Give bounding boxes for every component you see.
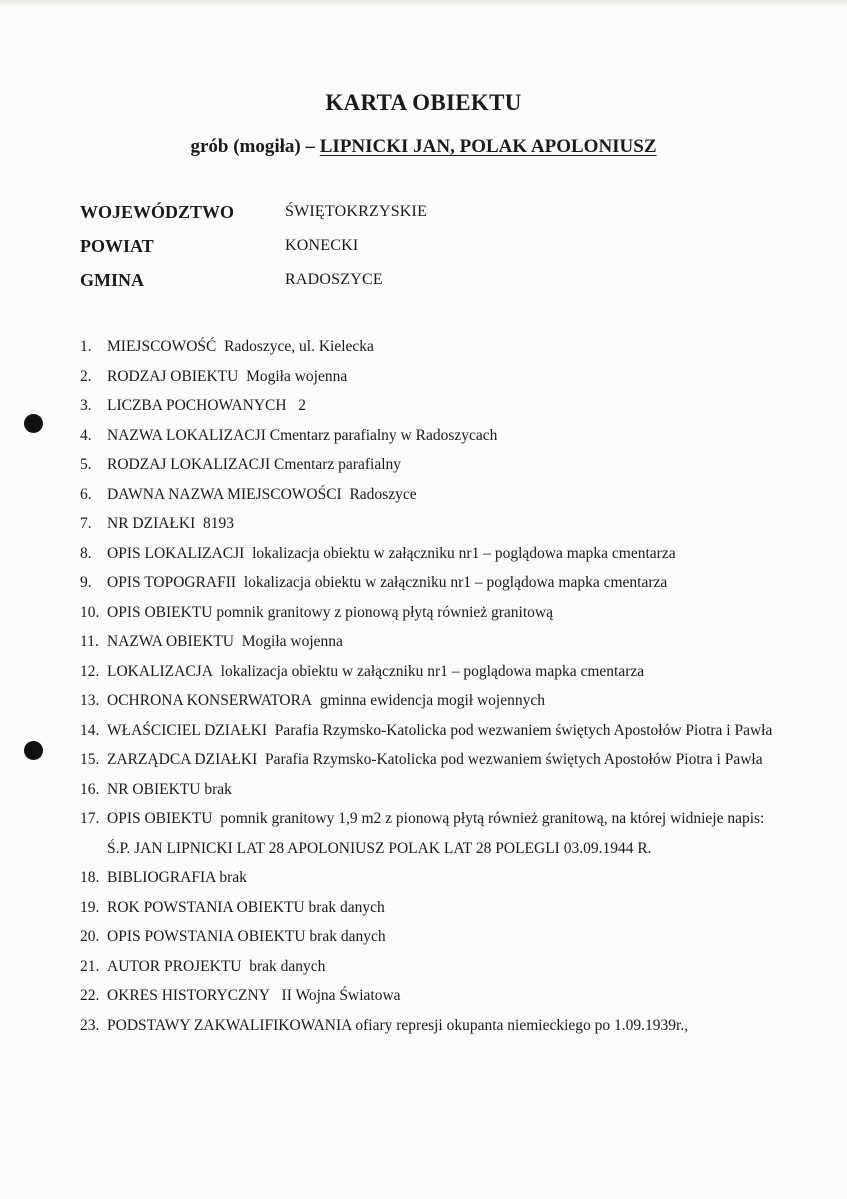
scan-edge-shadow xyxy=(0,0,847,6)
item-value: Parafia Rzymsko-Katolicka pod wezwaniem świętych Apostołów Piotra i Pawła xyxy=(274,721,773,739)
item-number: 3. xyxy=(80,397,92,414)
item-value: II Wojna Światowa xyxy=(281,987,401,1004)
item-number: 14. xyxy=(80,721,100,739)
item-label: ZARZĄDCA DZIAŁKI xyxy=(107,751,258,768)
item-number: 6. xyxy=(80,485,92,503)
list-item xyxy=(80,775,780,805)
item-value: brak xyxy=(204,780,232,798)
admin-label: POWIAT xyxy=(80,236,154,256)
list-item xyxy=(80,421,780,451)
item-label: NR DZIAŁKI xyxy=(107,515,196,532)
item-label: OPIS OBIEKTU xyxy=(107,810,213,827)
admin-label: WOJEWÓDZTWO xyxy=(80,202,235,222)
item-label: OCHRONA KONSERWATORA xyxy=(107,692,313,709)
list-item xyxy=(80,627,780,657)
list-item xyxy=(80,657,780,687)
item-label: ROK POWSTANIA OBIEKTU xyxy=(107,898,305,916)
item-value: brak danych xyxy=(308,898,385,916)
item-label: OPIS POWSTANIA OBIEKTU xyxy=(107,928,306,945)
item-label: OPIS OBIEKTU xyxy=(107,603,213,621)
list-item xyxy=(80,745,780,775)
item-label: RODZAJ LOKALIZACJI xyxy=(107,456,271,473)
list-item xyxy=(80,804,780,863)
item-number: 4. xyxy=(80,426,92,444)
subtitle-name: LIPNICKI JAN, POLAK APOLONIUSZ xyxy=(319,136,657,157)
item-number: 10. xyxy=(80,603,100,621)
item-number: 7. xyxy=(80,515,92,532)
item-number: 1. xyxy=(80,338,92,355)
admin-value: RADOSZYCE xyxy=(285,271,383,288)
item-value: Radoszyce, ul. Kielecka xyxy=(224,338,374,355)
list-item xyxy=(80,952,780,982)
item-number: 21. xyxy=(80,957,100,975)
punch-hole-icon xyxy=(24,414,43,433)
item-value: 2 xyxy=(298,397,306,414)
item-value: Cmentarz parafialny xyxy=(274,456,401,473)
list-item xyxy=(80,893,780,923)
list-item xyxy=(80,598,780,628)
item-label: WŁAŚCICIEL DZIAŁKI xyxy=(107,721,267,739)
item-value: brak danych xyxy=(309,928,386,945)
item-value: Mogiła wojenna xyxy=(246,367,348,385)
object-fields-list xyxy=(80,332,780,1040)
item-value: lokalizacja obiektu w załączniku nr1 – poglądowa mapka cmentarza xyxy=(220,662,645,680)
item-label: DAWNA NAZWA MIEJSCOWOŚCI xyxy=(107,485,342,503)
item-number: 12. xyxy=(80,662,100,680)
item-label: OPIS TOPOGRAFII xyxy=(107,574,237,591)
item-label: RODZAJ OBIEKTU xyxy=(107,367,239,385)
item-value: brak danych xyxy=(249,957,326,975)
item-number: 8. xyxy=(80,544,92,562)
item-value: 8193 xyxy=(203,515,234,532)
item-value: Cmentarz parafialny w Radoszycach xyxy=(269,426,498,444)
admin-value: ŚWIĘTOKRZYSKIE xyxy=(285,203,428,220)
admin-row-gmina xyxy=(80,270,780,294)
item-number: 20. xyxy=(80,928,100,945)
list-item xyxy=(80,450,780,480)
item-label: LICZBA POCHOWANYCH xyxy=(107,397,287,414)
item-value: Parafia Rzymsko-Katolicka pod wezwaniem świętych Apostołów Piotra i Pawła xyxy=(265,751,763,768)
list-item xyxy=(80,362,780,392)
item-number: 5. xyxy=(80,456,92,473)
item-label: NAZWA OBIEKTU xyxy=(107,633,234,650)
item-label: LOKALIZACJA xyxy=(107,662,213,680)
item-value: lokalizacja obiektu w załączniku nr1 – poglądowa mapka cmentarza xyxy=(243,574,668,591)
item-label: NR OBIEKTU xyxy=(107,780,201,798)
item-number: 17. xyxy=(80,810,100,827)
item-label: NAZWA LOKALIZACJI xyxy=(107,426,266,444)
list-item xyxy=(80,1011,780,1041)
item-label: OPIS LOKALIZACJI xyxy=(107,544,245,562)
item-number: 19. xyxy=(80,898,100,916)
item-label: PODSTAWY ZAKWALIFIKOWANIA xyxy=(107,1016,352,1034)
list-item xyxy=(80,863,780,893)
admin-row-powiat xyxy=(80,236,780,260)
item-number: 22. xyxy=(80,987,100,1004)
admin-row-wojewodztwo xyxy=(80,202,780,226)
subtitle-prefix: grób (mogiła) – xyxy=(190,136,320,157)
item-number: 16. xyxy=(80,780,100,798)
item-value: Radoszyce xyxy=(349,485,417,503)
item-number: 15. xyxy=(80,751,100,768)
item-number: 11. xyxy=(80,633,99,650)
list-item xyxy=(80,922,780,952)
item-number: 23. xyxy=(80,1016,100,1034)
item-label: MIEJSCOWOŚĆ xyxy=(107,338,217,355)
list-item xyxy=(80,686,780,716)
list-item xyxy=(80,391,780,421)
item-value: lokalizacja obiektu w załączniku nr1 – poglądowa mapka cmentarza xyxy=(252,544,676,562)
item-value: brak xyxy=(219,869,247,886)
document-title: KARTA OBIEKTU xyxy=(325,90,522,115)
item-value: Mogiła wojenna xyxy=(241,633,343,650)
admin-label: GMINA xyxy=(80,270,144,290)
item-number: 2. xyxy=(80,367,92,385)
item-value: ofiary represji okupanta niemieckiego po 1.09.1939r., xyxy=(355,1016,689,1034)
item-label: AUTOR PROJEKTU xyxy=(107,957,242,975)
list-item xyxy=(80,332,780,362)
item-number: 18. xyxy=(80,869,100,886)
list-item xyxy=(80,716,780,746)
list-item xyxy=(80,539,780,569)
list-item xyxy=(80,981,780,1011)
punch-hole-icon xyxy=(24,741,43,760)
item-number: 9. xyxy=(80,574,92,591)
document-subtitle xyxy=(0,136,847,158)
item-label: BIBLIOGRAFIA xyxy=(107,869,216,886)
list-item xyxy=(80,568,780,598)
list-item xyxy=(80,480,780,510)
admin-value: KONECKI xyxy=(285,237,359,254)
item-value: pomnik granitowy 1,9 m2 z pionową płytą również granitową, na której widnieje napis: Ś.P. JAN LIPNICKI LAT 28 APOLONIUSZ POLAK LAT 28 POLEGLI 03.09.1944 R. xyxy=(107,810,765,857)
item-value: pomnik granitowy z pionową płytą również granitową xyxy=(216,603,553,621)
item-number: 13. xyxy=(80,692,100,709)
list-item xyxy=(80,509,780,539)
item-label: OKRES HISTORYCZNY xyxy=(107,987,270,1004)
item-value: gminna ewidencja mogił wojennych xyxy=(319,692,545,709)
